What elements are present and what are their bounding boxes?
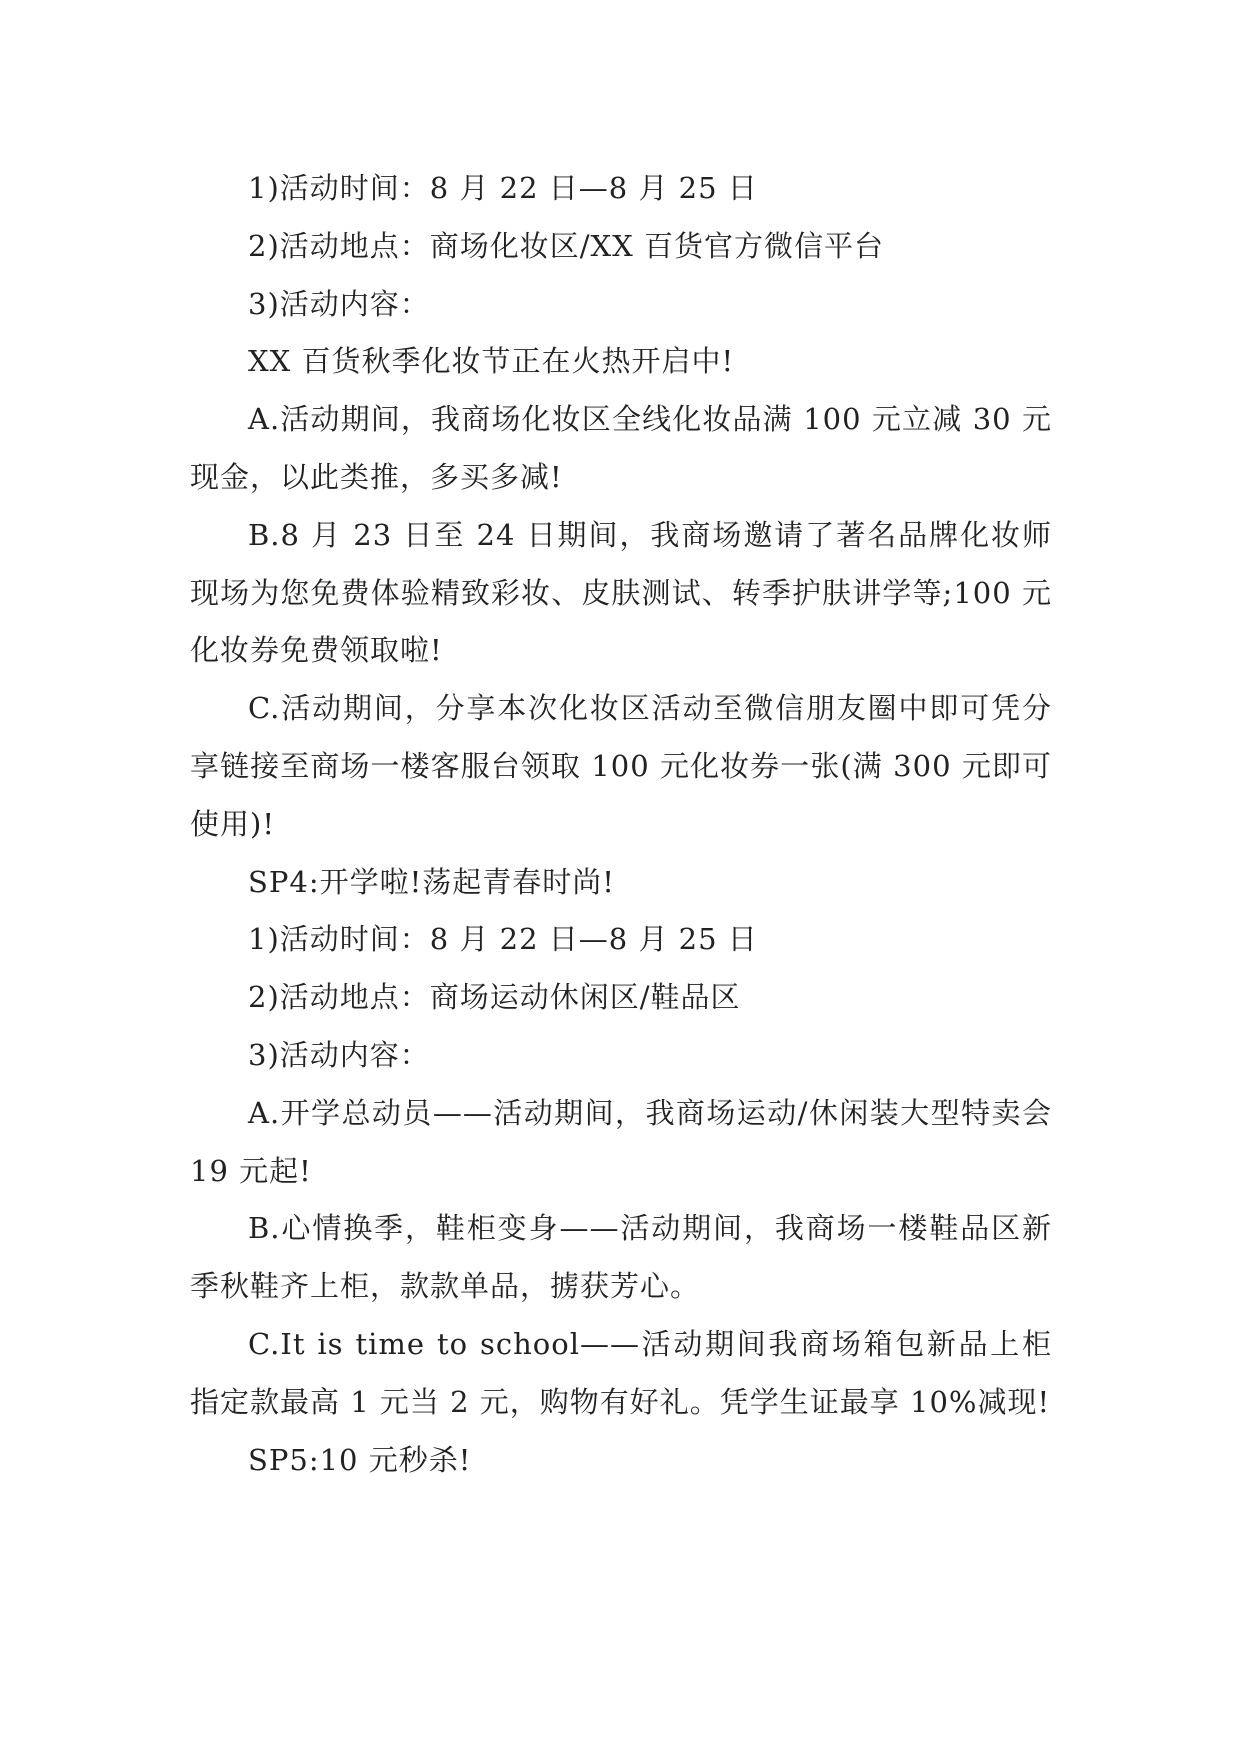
cosmetics-item-a: A.活动期间，我商场化妆区全线化妆品满 100 元立减 30 元现金，以此类推，多买多减! (190, 402, 1052, 494)
sp4-heading: SP4:开学啦!荡起青春时尚! (248, 864, 615, 899)
activity-time-line: 1)活动时间：8 月 22 日—8 月 25 日 (248, 171, 758, 205)
document-page (190, 160, 1052, 1489)
cosmetics-item-c: C.活动期间，分享本次化妆区活动至微信朋友圈中即可凭分享链接至商场一楼客服台领取 100 元化妆券一张(满 300 元即可使用)! (190, 691, 1052, 841)
sp4-activity-time-line: 1)活动时间：8 月 22 日—8 月 25 日 (248, 922, 758, 957)
sp4-item-b: B.心情换季，鞋柜变身——活动期间，我商场一楼鞋品区新季秋鞋齐上柜，款款单品，掳获芳心。 (190, 1211, 1052, 1304)
sp4-activity-location-line: 2)活动地点：商场运动休闲区/鞋品区 (248, 980, 741, 1015)
sp4-item-a: A.开学总动员——活动期间，我商场运动/休闲装大型特卖会 19 元起! (190, 1095, 1052, 1188)
activity-location-line: 2)活动地点：商场化妆区/XX 百货官方微信平台 (248, 228, 885, 263)
activity-content-heading: 3)活动内容： (248, 286, 430, 321)
cosmetics-festival-intro: XX 百货秋季化妆节正在火热开启中! (248, 344, 735, 379)
sp4-item-c: C.It is time to school——活动期间我商场箱包新品上柜指定款最高 1 元当 2 元，购物有好礼。凭学生证最享 10%减现! (190, 1326, 1052, 1419)
cosmetics-item-b: B.8 月 23 日至 24 日期间，我商场邀请了著名品牌化妆师现场为您免费体验精致彩妆、皮肤测试、转季护肤讲学等;100 元化妆券免费领取啦! (190, 517, 1052, 668)
sp5-heading: SP5:10 元秒杀! (248, 1442, 472, 1477)
sp4-activity-content-heading: 3)活动内容： (248, 1037, 430, 1072)
